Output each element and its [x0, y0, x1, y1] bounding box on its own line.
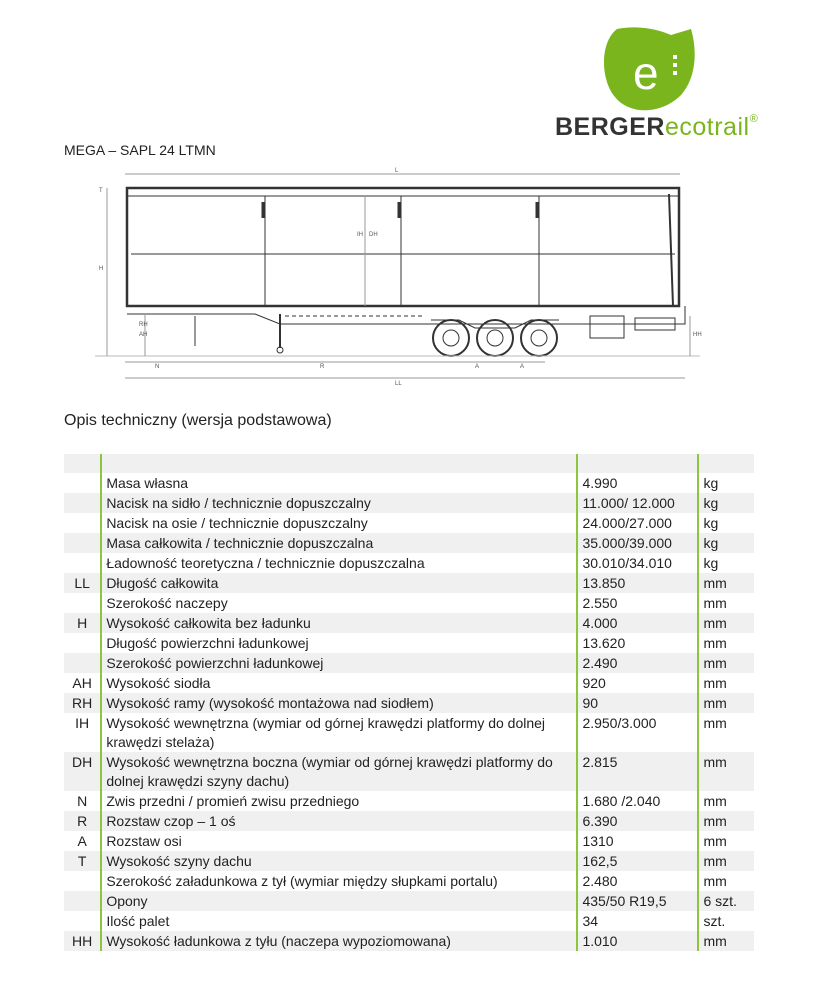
table-row: [64, 811, 754, 831]
spec-code: [64, 533, 101, 553]
table-row: [64, 553, 754, 573]
dim-n-label: N: [155, 364, 160, 370]
spec-unit: mm: [698, 633, 754, 653]
dim-hh-label: HH: [693, 332, 702, 338]
spec-label: Nacisk na sidło / technicznie dopuszczalny: [101, 493, 577, 513]
table-row: [64, 533, 754, 553]
spec-code: [64, 493, 101, 513]
table-row: [64, 693, 754, 713]
table-row: [64, 673, 754, 693]
spec-code: [64, 653, 101, 673]
spec-code: T: [64, 851, 101, 871]
brand-light: ecotrail: [664, 113, 750, 141]
spec-label: Wysokość szyny dachu: [101, 851, 577, 871]
spec-unit: mm: [698, 831, 754, 851]
spec-value: 2.815: [577, 752, 698, 791]
table-row: [64, 454, 754, 473]
spec-value: 2.490: [577, 653, 698, 673]
spec-label: Nacisk na osie / technicznie dopuszczalny: [101, 513, 577, 533]
trailer-side-drawing: [95, 166, 705, 388]
spec-label: Opony: [101, 891, 577, 911]
spec-label: Szerokość naczepy: [101, 593, 577, 613]
table-row: [64, 513, 754, 533]
spec-unit: mm: [698, 593, 754, 613]
spec-label: Wysokość całkowita bez ładunku: [101, 613, 577, 633]
spec-value: 35.000/39.000: [577, 533, 698, 553]
svg-text:e: e: [633, 47, 659, 99]
spec-value: 4.000: [577, 613, 698, 633]
dim-a2-label: A: [520, 364, 525, 370]
dim-ll-label: LL: [395, 381, 402, 387]
spec-unit: mm: [698, 673, 754, 693]
spec-label: Zwis przedni / promień zwisu przedniego: [101, 791, 577, 811]
spec-code: DH: [64, 752, 101, 791]
spec-value: 30.010/34.010: [577, 553, 698, 573]
spec-code: [64, 454, 101, 473]
spec-unit: szt.: [698, 911, 754, 931]
spec-unit: mm: [698, 713, 754, 752]
spec-unit: mm: [698, 931, 754, 951]
section-title: Opis techniczny (wersja podstawowa): [64, 412, 332, 429]
spec-code: R: [64, 811, 101, 831]
spec-code: [64, 633, 101, 653]
table-row: [64, 473, 754, 493]
spec-code: H: [64, 613, 101, 633]
spec-label: Ilość palet: [101, 911, 577, 931]
spec-code: HH: [64, 931, 101, 951]
spec-label: Rozstaw czop – 1 oś: [101, 811, 577, 831]
spec-unit: mm: [698, 752, 754, 791]
berger-ecotrail-logo: [555, 25, 787, 145]
spec-unit: mm: [698, 871, 754, 891]
dim-l-label: L: [395, 168, 399, 174]
spec-value: 6.390: [577, 811, 698, 831]
spec-code: AH: [64, 673, 101, 693]
spec-unit: mm: [698, 573, 754, 593]
spec-code: [64, 553, 101, 573]
spec-label: Wysokość ładunkowa z tyłu (naczepa wypoziomowana): [101, 931, 577, 951]
spec-label: Długość całkowita: [101, 573, 577, 593]
spec-value: 2.950/3.000: [577, 713, 698, 752]
logo-mark-icon: [555, 25, 787, 115]
dim-dh-label: DH: [369, 232, 378, 238]
brand-bold: BERGER: [555, 113, 665, 141]
spec-table: [64, 454, 754, 951]
spec-value: 90: [577, 693, 698, 713]
dim-h-label: H: [99, 266, 104, 272]
table-row: [64, 871, 754, 891]
spec-value: [577, 454, 698, 473]
spec-label: Rozstaw osi: [101, 831, 577, 851]
spec-unit: [698, 454, 754, 473]
spec-code: [64, 473, 101, 493]
spec-code: [64, 891, 101, 911]
spec-value: 1.680 /2.040: [577, 791, 698, 811]
table-row: [64, 573, 754, 593]
model-name: MEGA – SAPL 24 LTMN: [64, 142, 216, 158]
table-row: [64, 493, 754, 513]
spec-unit: mm: [698, 851, 754, 871]
spec-code: LL: [64, 573, 101, 593]
spec-value: 24.000/27.000: [577, 513, 698, 533]
dim-r-label: R: [320, 364, 325, 370]
spec-label: Ładowność teoretyczna / technicznie dopuszczalna: [101, 553, 577, 573]
spec-value: 4.990: [577, 473, 698, 493]
spec-value: 1.010: [577, 931, 698, 951]
spec-unit: mm: [698, 693, 754, 713]
spec-unit: mm: [698, 811, 754, 831]
dim-a1-label: A: [475, 364, 480, 370]
spec-label: [101, 454, 577, 473]
spec-code: [64, 593, 101, 613]
logo-wordmark: [555, 113, 787, 142]
table-row: [64, 911, 754, 931]
table-row: [64, 633, 754, 653]
spec-code: [64, 871, 101, 891]
dim-ah-label: AH: [139, 332, 148, 338]
dim-t-label: T: [99, 188, 103, 194]
spec-code: [64, 911, 101, 931]
table-row: [64, 653, 754, 673]
spec-label: Wysokość wewnętrzna boczna (wymiar od górnej krawędzi platformy do dolnej krawędzi szyny dachu): [101, 752, 577, 791]
dim-ih-label: IH: [357, 232, 363, 238]
spec-value: 920: [577, 673, 698, 693]
spec-code: [64, 513, 101, 533]
table-row: [64, 891, 754, 911]
spec-code: RH: [64, 693, 101, 713]
spec-unit: kg: [698, 533, 754, 553]
spec-unit: kg: [698, 553, 754, 573]
table-row: [64, 713, 754, 752]
spec-code: IH: [64, 713, 101, 752]
table-row: [64, 593, 754, 613]
spec-unit: mm: [698, 613, 754, 633]
table-row: [64, 831, 754, 851]
spec-label: Szerokość powierzchni ładunkowej: [101, 653, 577, 673]
spec-label: Szerokość załadunkowa z tył (wymiar między słupkami portalu): [101, 871, 577, 891]
spec-label: Masa własna: [101, 473, 577, 493]
spec-unit: kg: [698, 473, 754, 493]
table-row: [64, 851, 754, 871]
spec-label: Wysokość ramy (wysokość montażowa nad siodłem): [101, 693, 577, 713]
spec-value: 162,5: [577, 851, 698, 871]
spec-value: 34: [577, 911, 698, 931]
spec-label: Masa całkowita / technicznie dopuszczalna: [101, 533, 577, 553]
spec-value: 435/50 R19,5: [577, 891, 698, 911]
spec-code: N: [64, 791, 101, 811]
spec-unit: mm: [698, 791, 754, 811]
registered-mark: ®: [749, 113, 759, 125]
table-row: [64, 613, 754, 633]
spec-code: A: [64, 831, 101, 851]
spec-value: 2.480: [577, 871, 698, 891]
spec-value: 11.000/ 12.000: [577, 493, 698, 513]
spec-unit: mm: [698, 653, 754, 673]
spec-value: 2.550: [577, 593, 698, 613]
table-row: [64, 931, 754, 951]
spec-unit: kg: [698, 493, 754, 513]
spec-value: 13.850: [577, 573, 698, 593]
spec-label: Wysokość siodła: [101, 673, 577, 693]
spec-value: 13.620: [577, 633, 698, 653]
spec-value: 1310: [577, 831, 698, 851]
table-row: [64, 752, 754, 791]
spec-unit: kg: [698, 513, 754, 533]
spec-unit: 6 szt.: [698, 891, 754, 911]
dim-rh-label: RH: [139, 322, 148, 328]
spec-label: Wysokość wewnętrzna (wymiar od górnej krawędzi platformy do dolnej krawędzi stelaża): [101, 713, 577, 752]
spec-label: Długość powierzchni ładunkowej: [101, 633, 577, 653]
table-row: [64, 791, 754, 811]
